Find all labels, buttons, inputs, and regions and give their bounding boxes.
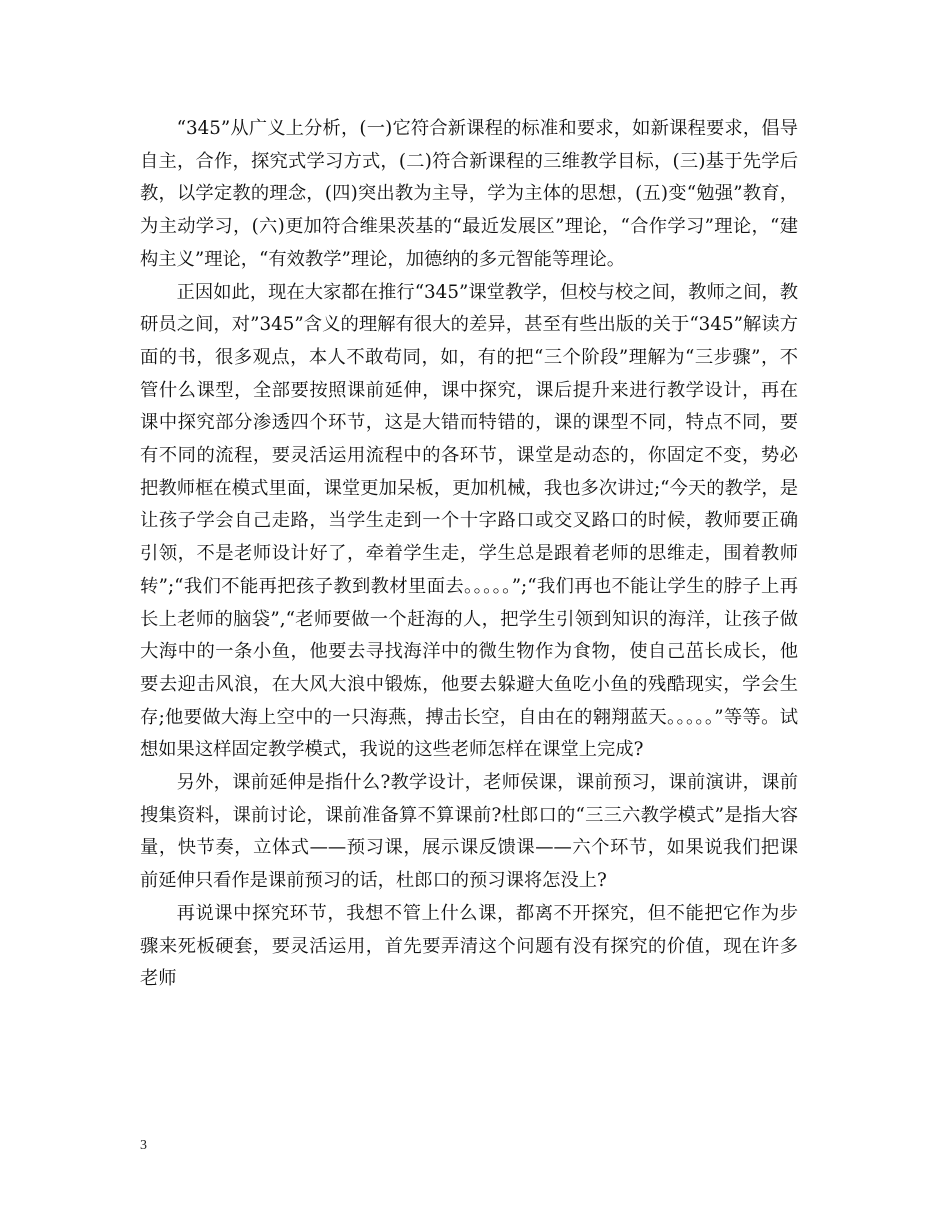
- paragraph-1: “345”从广义上分析，(一)它符合新课程的标准和要求，如新课程要求，倡导自主，合作，探究式学习方式，(二)符合新课程的三维教学目标，(三)基于先学后教，以学定教的理念，(四)突出教为主导，学为主体的思想，(五)变“勉强”教育，为主动学习，(六)更加符合维果茨基的“最近发展区”理论，“合作学习”理论，“建构主义”理论，“有效教学”理论，加德纳的多元智能等理论。: [140, 118, 798, 270]
- body-text: [140, 113, 798, 996]
- page-number: 3: [140, 1138, 147, 1153]
- paragraph-3: 另外，课前延伸是指什么?教学设计，老师侯课，课前预习，课前演讲，课前搜集资料，课前讨论，课前准备算不算课前?杜郎口的“三三六教学模式”是指大容量，快节奏，立体式——预习课，展示课反馈课——六个环节，如果说我们把课前延伸只看作是课前预习的话，杜郎口的预习课将怎没上?: [140, 772, 798, 892]
- paragraph-4: 再说课中探究环节，我想不管上什么课，都离不开探究，但不能把它作为步骤来死板硬套，要灵活运用，首先要弄清这个问题有没有探究的价值，现在许多老师: [140, 902, 798, 990]
- paragraph-2: 正因如此，现在大家都在推行“345”课堂教学，但校与校之间，教师之间，教研员之间，对”345”含义的理解有很大的差异，甚至有些出版的关于“345”解读方面的书，很多观点，本人不敢苟同，如，有的把“三个阶段”理解为“三步骤”，不管什么课型，全部要按照课前延伸，课中探究，课后提升来进行教学设计，再在课中探究部分渗透四个环节，这是大错而特错的，课的课型不同，特点不同，要有不同的流程，要灵活运用流程中的各环节，课堂是动态的，你固定不变，势必把教师框在模式里面，课堂更加呆板，更加机械，我也多次讲过;“今天的教学，是让孩子学会自己走路，当学生走到一个十字路口或交叉路口的时候，教师要正确引领，不是老师设计好了，牵着学生走，学生总是跟着老师的思维走，围着教师转”;“我们不能再把孩子教到教材里面去。。。。。”;“我们再也不能让学生的脖子上再长上老师的脑袋”,“老师要做一个赶海的人，把学生引领到知识的海洋，让孩子做大海中的一条小鱼，他要去寻找海洋中的微生物作为食物，使自己茁长成长，他要去迎击风浪，在大风大浪中锻炼，他要去躲避大鱼吃小鱼的残酷现实，学会生存;他要做大海上空中的一只海燕，搏击长空，自由在的翱翔蓝天。。。。。”等等。试想如果这样固定教学模式，我说的这些老师怎样在课堂上完成?: [140, 281, 798, 761]
